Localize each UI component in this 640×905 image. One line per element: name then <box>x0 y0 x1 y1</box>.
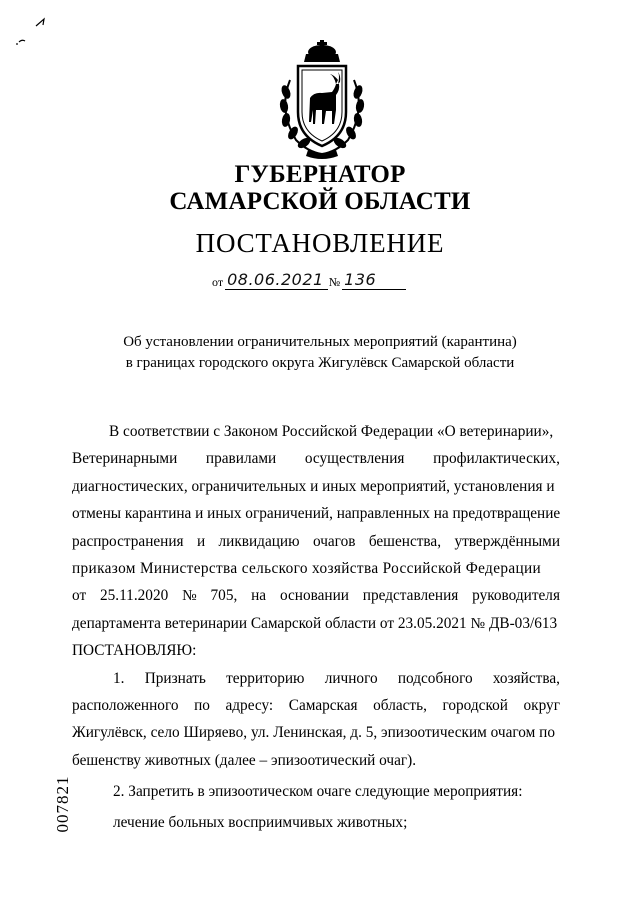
body-word: расположенного <box>72 696 179 714</box>
body-word: округ <box>523 696 560 714</box>
body-word: личного <box>324 669 378 687</box>
body-line-4: отмены карантина и иных ограничений, направленных на предотвращение <box>72 505 561 523</box>
handwritten-date: 08.06.2021 <box>225 271 328 290</box>
body-word: представления <box>362 587 459 605</box>
document-title <box>0 332 640 374</box>
body-word: адресу: <box>225 696 274 714</box>
body-line-10 <box>72 665 560 692</box>
body-word: осуществления <box>304 450 405 468</box>
body-word: подсобного <box>397 669 473 687</box>
body-word: 705, <box>210 587 238 605</box>
date-number-line <box>212 271 406 295</box>
body-word: Самарская <box>288 696 358 714</box>
document-title-line2: в границах городского округа Жигулёвск Самарской области <box>125 355 515 371</box>
handwritten-mark-icon <box>14 12 54 52</box>
authority-title-line1: ГУБЕРНАТОР <box>234 161 406 188</box>
margin-serial-number <box>50 774 74 838</box>
body-word: по <box>194 696 210 714</box>
document-body <box>72 418 560 837</box>
margin-serial-text: 007821 <box>53 775 72 833</box>
body-line-13: бешенству животных (далее – эпизоотический очаг). <box>72 751 417 769</box>
body-word: ликвидацию <box>218 532 300 550</box>
body-line-3: диагностических, ограничительных и иных мероприятий, установления и <box>72 477 555 495</box>
document-title-line1: Об установлении ограничительных мероприятий (карантина) <box>123 334 517 350</box>
body-word: хозяйства, <box>492 669 560 687</box>
body-word: на <box>251 587 267 605</box>
body-line-14: 2. Запретить в эпизоотическом очаге следующие мероприятия: <box>113 783 523 801</box>
body-word: и <box>196 532 206 550</box>
body-word: городской <box>442 696 508 714</box>
body-line-8: департамента ветеринарии Самарской области от 23.05.2021 № ДВ-03/613 <box>72 614 558 632</box>
body-word: руководителя <box>472 587 560 605</box>
body-line-5 <box>72 528 560 555</box>
authority-title-line2: САМАРСКОЙ ОБЛАСТИ <box>169 188 471 215</box>
samara-coat-of-arms-icon <box>268 40 376 162</box>
body-word: распространения <box>72 532 184 550</box>
body-word: 1. <box>113 669 125 687</box>
body-word: Признать <box>144 669 206 687</box>
date-prefix: от <box>212 275 224 289</box>
body-word: № <box>182 587 197 605</box>
document-type-title: ПОСТАНОВЛЕНИЕ <box>195 228 445 258</box>
body-word: правилами <box>205 450 277 468</box>
body-line-1: В соответствии с Законом Российской Федерации «О ветеринарии», <box>109 423 554 440</box>
body-word: территорию <box>226 669 305 687</box>
body-word: 25.11.2020 <box>99 587 169 605</box>
body-word: основании <box>279 587 349 605</box>
number-prefix: № <box>328 275 341 289</box>
body-word: бешенства, <box>368 532 442 550</box>
body-word: от <box>72 587 87 605</box>
body-line-7 <box>72 582 560 609</box>
body-word: утверждёнными <box>454 532 560 550</box>
body-word: Ветеринарными <box>72 450 178 468</box>
body-line-6: приказом Министерства сельского хозяйства Российской Федерации <box>72 559 542 577</box>
body-line-11 <box>72 692 560 719</box>
body-word: профилактических, <box>433 450 560 468</box>
body-line-12: Жигулёвск, село Ширяево, ул. Ленинская, д. 5, эпизоотическим очагом по <box>72 724 555 742</box>
handwritten-number: 136 <box>342 271 406 290</box>
body-word: область, <box>373 696 427 714</box>
body-word: очагов <box>312 532 356 550</box>
resolution-word: ПОСТАНОВЛЯЮ: <box>72 642 197 660</box>
body-line-2 <box>72 445 560 472</box>
body-line-15: лечение больных восприимчивых животных; <box>113 814 408 832</box>
